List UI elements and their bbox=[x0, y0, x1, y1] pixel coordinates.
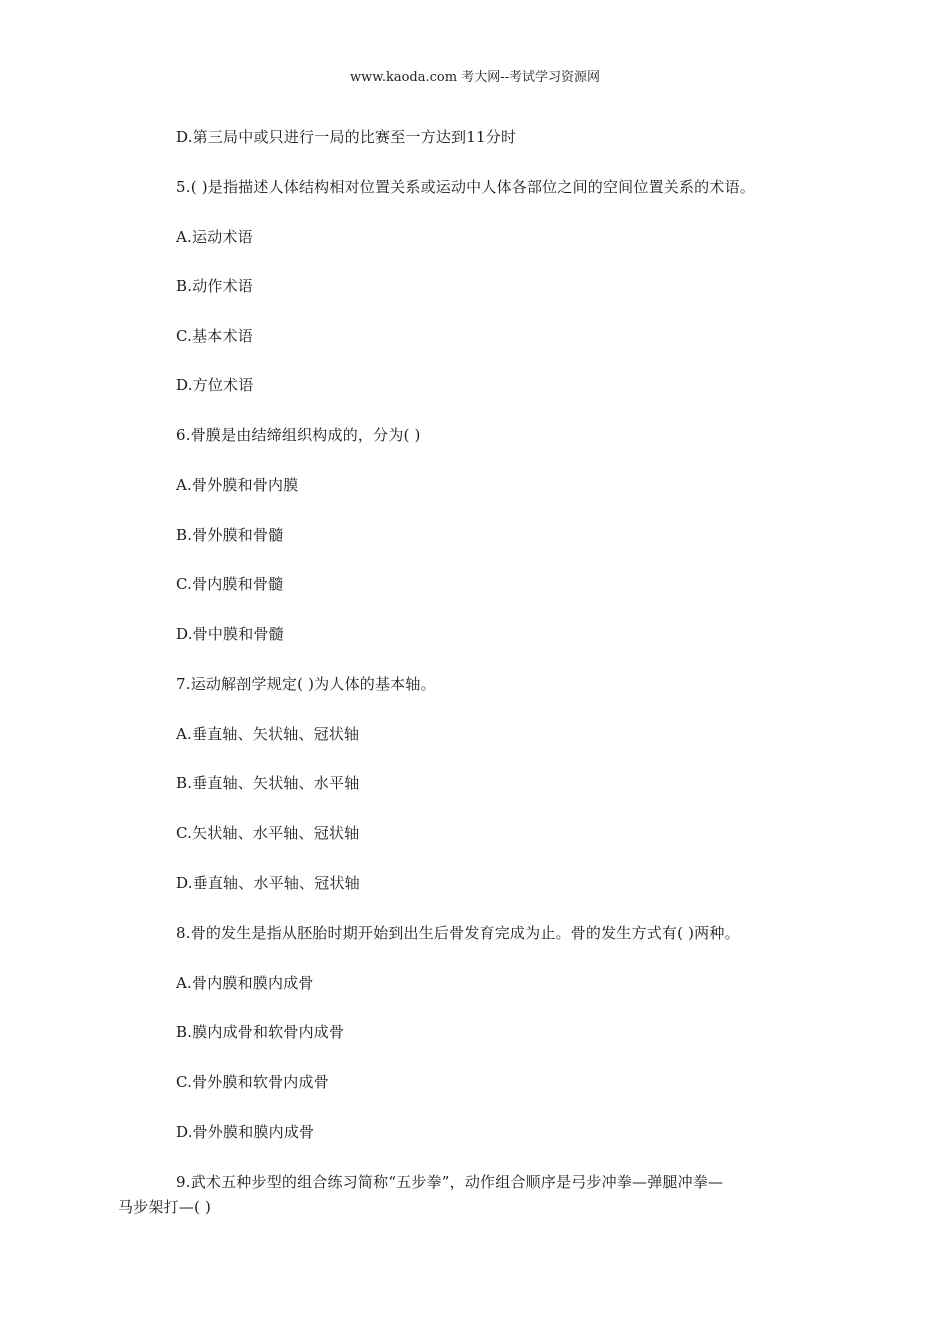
option-6c: C.骨内膜和骨髓 bbox=[176, 575, 284, 593]
option-8a: A.骨内膜和膜内成骨 bbox=[176, 974, 314, 992]
question-6: 6.骨膜是由结缔组织构成的，分为( ) bbox=[176, 426, 421, 444]
question-9-line-1: 9.武术五种步型的组合练习简称“五步拳”，动作组合顺序是弓步冲拳—弹腿冲拳— bbox=[176, 1173, 724, 1191]
option-7c: C.矢状轴、水平轴、冠状轴 bbox=[176, 824, 360, 842]
option-8b: B.膜内成骨和软骨内成骨 bbox=[176, 1023, 345, 1041]
question-7: 7.运动解剖学规定( )为人体的基本轴。 bbox=[176, 675, 436, 693]
option-5c: C.基本术语 bbox=[176, 327, 253, 345]
option-6b: B.骨外膜和骨髓 bbox=[176, 526, 284, 544]
option-7d: D.垂直轴、水平轴、冠状轴 bbox=[176, 874, 360, 892]
option-6a: A.骨外膜和骨内膜 bbox=[176, 476, 299, 494]
option-8d: D.骨外膜和膜内成骨 bbox=[176, 1123, 315, 1141]
option-5a: A.运动术语 bbox=[176, 228, 253, 246]
option-4d: D.第三局中或只进行一局的比赛至一方达到11分时 bbox=[176, 128, 517, 146]
option-7b: B.垂直轴、矢状轴、水平轴 bbox=[176, 774, 360, 792]
question-8: 8.骨的发生是指从胚胎时期开始到出生后骨发育完成为止。骨的发生方式有( )两种。 bbox=[176, 924, 740, 942]
page-header: www.kaoda.com 考大网--考试学习资源网 bbox=[350, 70, 600, 85]
option-8c: C.骨外膜和软骨内成骨 bbox=[176, 1073, 329, 1091]
option-5d: D.方位术语 bbox=[176, 376, 254, 394]
option-7a: A.垂直轴、矢状轴、冠状轴 bbox=[176, 725, 360, 743]
question-9-line-2: 马步架打—( ) bbox=[118, 1198, 212, 1216]
option-6d: D.骨中膜和骨髓 bbox=[176, 625, 284, 643]
option-5b: B.动作术语 bbox=[176, 277, 253, 295]
question-5: 5.( )是指描述人体结构相对位置关系或运动中人体各部位之间的空间位置关系的术语。 bbox=[176, 178, 755, 196]
